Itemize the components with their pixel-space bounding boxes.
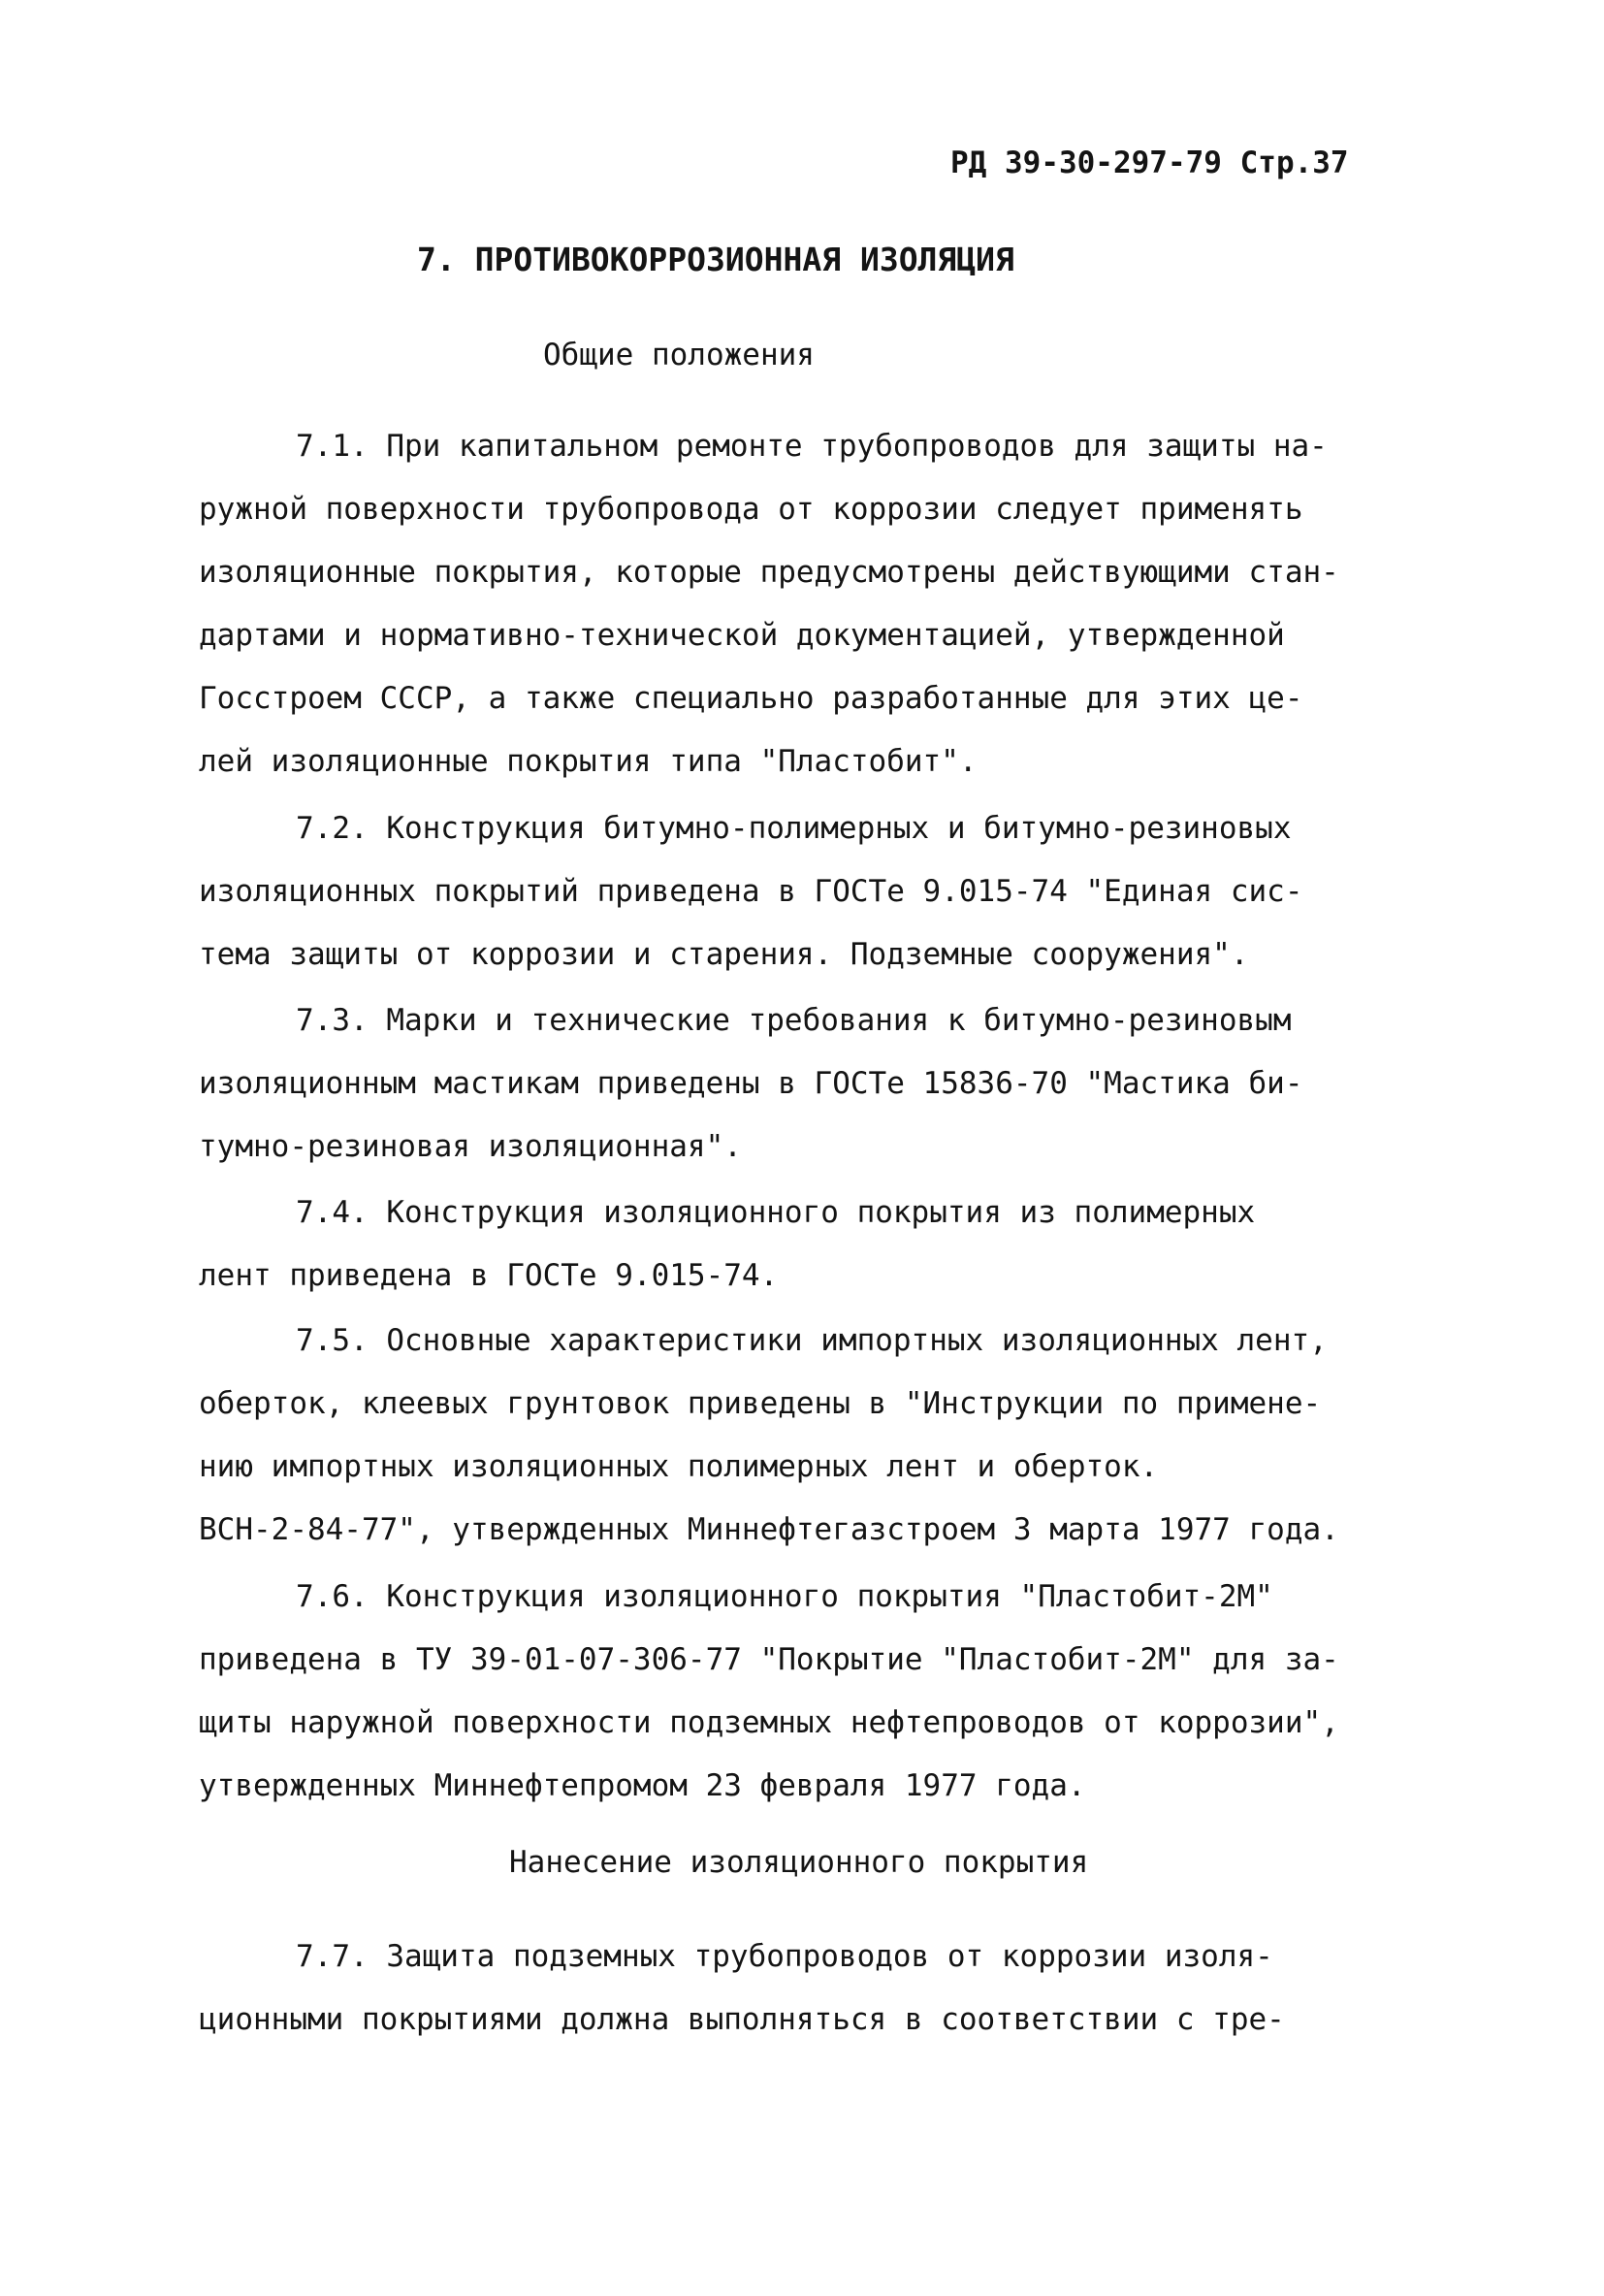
- paragraph-7-5: [199, 1310, 1430, 1562]
- paragraph-line: 7.3. Марки и технические требования к битумно-резиновым: [296, 1003, 1292, 1038]
- paragraph-line: изоляционных покрытий приведена в ГОСТе 9.015-74 "Единая сис-: [199, 874, 1303, 909]
- paragraph-line: дартами и нормативно-технической документацией, утвержденной: [199, 618, 1285, 653]
- paragraph-7-7: [199, 1925, 1430, 2052]
- paragraph-line: ционными покрытиями должна выполняться в соответствии с тре-: [199, 2002, 1285, 2037]
- paragraph-7-4: [199, 1181, 1430, 1308]
- paragraph-line: ружной поверхности трубопровода от коррозии следует применять: [199, 492, 1303, 527]
- paragraph-line: нию импортных изоляционных полимерных лент и оберток.: [199, 1449, 1159, 1484]
- subheading-coating-application: Нанесение изоляционного покрытия: [509, 1845, 1089, 1880]
- paragraph-7-1: [199, 415, 1430, 793]
- paragraph-line: тема защиты от коррозии и старения. Подземные сооружения".: [199, 937, 1249, 972]
- paragraph-line: 7.5. Основные характеристики импортных изоляционных лент,: [296, 1323, 1328, 1358]
- paragraph-line: Госстроем СССР, а также специально разработанные для этих це-: [199, 681, 1303, 716]
- paragraph-line: 7.6. Конструкция изоляционного покрытия "Пластобит-2М": [296, 1579, 1273, 1614]
- paragraph-7-3: [199, 989, 1430, 1179]
- paragraph-line: изоляционные покрытия, которые предусмотрены действующими стан-: [199, 555, 1339, 590]
- paragraph-line: оберток, клеевых грунтовок приведены в "Инструкции по примене-: [199, 1386, 1322, 1421]
- paragraph-line: щиты наружной поверхности подземных нефтепроводов от коррозии",: [199, 1705, 1339, 1740]
- paragraph-line: утвержденных Миннефтепромом 23 февраля 1977 года.: [199, 1768, 1086, 1803]
- paragraph-line: ВСН-2-84-77", утвержденных Миннефтегазстроем 3 марта 1977 года.: [199, 1512, 1339, 1547]
- paragraph-line: тумно-резиновая изоляционная".: [199, 1129, 742, 1164]
- paragraph-line: 7.2. Конструкция битумно-полимерных и битумно-резиновых: [296, 811, 1292, 846]
- section-title: 7. ПРОТИВОКОРРОЗИОННАЯ ИЗОЛЯЦИЯ: [417, 241, 1014, 278]
- paragraph-line: приведена в ТУ 39-01-07-306-77 "Покрытие "Пластобит-2М" для за-: [199, 1642, 1339, 1677]
- paragraph-line: изоляционным мастикам приведены в ГОСТе 15836-70 "Мастика би-: [199, 1066, 1303, 1101]
- page-header: РД 39-30-297-79 Стр.37: [950, 146, 1349, 180]
- paragraph-line: лент приведена в ГОСТе 9.015-74.: [199, 1258, 779, 1293]
- paragraph-line: 7.7. Защита подземных трубопроводов от коррозии изоля-: [296, 1939, 1273, 1974]
- paragraph-line: 7.1. При капитальном ремонте трубопроводов для защиты на-: [296, 429, 1328, 464]
- paragraph-7-6: [199, 1566, 1430, 1818]
- paragraph-line: лей изоляционные покрытия типа "Пластобит".: [199, 744, 978, 779]
- paragraph-line: 7.4. Конструкция изоляционного покрытия из полимерных: [296, 1195, 1256, 1230]
- paragraph-7-2: [199, 797, 1430, 986]
- subheading-general: Общие положения: [543, 338, 815, 372]
